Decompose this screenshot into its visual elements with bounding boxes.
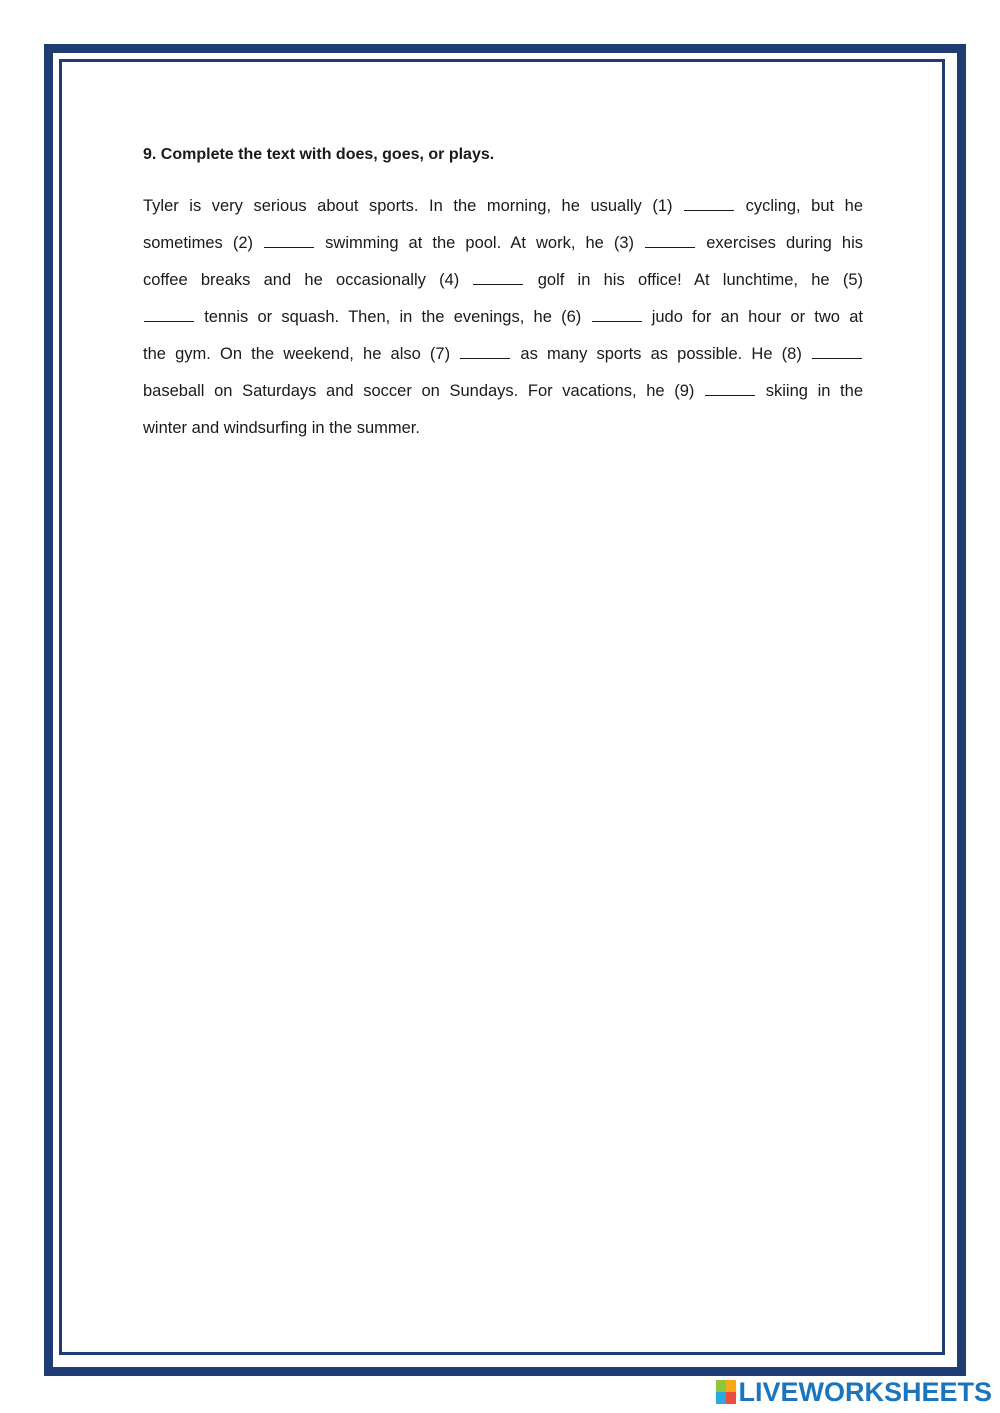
text-line xyxy=(143,410,863,447)
text-line xyxy=(143,188,863,225)
exercise-text xyxy=(143,188,863,447)
answer-blank[interactable] xyxy=(812,344,862,359)
answer-blank[interactable] xyxy=(264,233,314,248)
answer-blank[interactable] xyxy=(473,270,523,285)
liveworksheets-logo-icon xyxy=(716,1380,736,1404)
brand-name: LIVEWORKSHEETS xyxy=(738,1376,992,1407)
answer-blank[interactable] xyxy=(144,307,194,322)
answer-blank[interactable] xyxy=(460,344,510,359)
text-segment: winter and windsurfing in the summer. xyxy=(143,419,420,437)
exercise-section xyxy=(143,140,863,447)
text-segment: baseball on Saturdays and soccer on Sundays. For vacations, he (9) xyxy=(143,382,695,400)
text-line xyxy=(143,262,863,299)
text-segment: sometimes (2) xyxy=(143,234,253,252)
text-segment: Tyler is very serious about sports. In the morning, he usually (1) xyxy=(143,197,673,215)
text-segment: golf in his office! At lunchtime, he (5) xyxy=(537,271,863,289)
text-line xyxy=(143,225,863,262)
text-line xyxy=(143,336,863,373)
text-line xyxy=(143,373,863,410)
text-segment: tennis or squash. Then, in the evenings, he (6) xyxy=(204,308,582,326)
answer-blank[interactable] xyxy=(705,381,755,396)
text-segment: swimming at the pool. At work, he (3) xyxy=(325,234,635,252)
answer-blank[interactable] xyxy=(684,196,734,211)
exercise-title: 9. Complete the text with does, goes, or plays. xyxy=(143,146,495,163)
text-segment: as many sports as possible. He (8) xyxy=(520,345,802,363)
answer-blank[interactable] xyxy=(592,307,642,322)
text-segment: judo for an hour or two at xyxy=(651,308,863,326)
answer-blank[interactable] xyxy=(645,233,695,248)
text-segment: exercises during his xyxy=(706,234,863,252)
liveworksheets-logo xyxy=(716,1375,992,1409)
text-segment: coffee breaks and he occasionally (4) xyxy=(143,271,460,289)
text-segment: cycling, but he xyxy=(745,197,863,215)
text-line xyxy=(143,299,863,336)
text-segment: skiing in the xyxy=(765,382,863,400)
text-segment: the gym. On the weekend, he also (7) xyxy=(143,345,451,363)
